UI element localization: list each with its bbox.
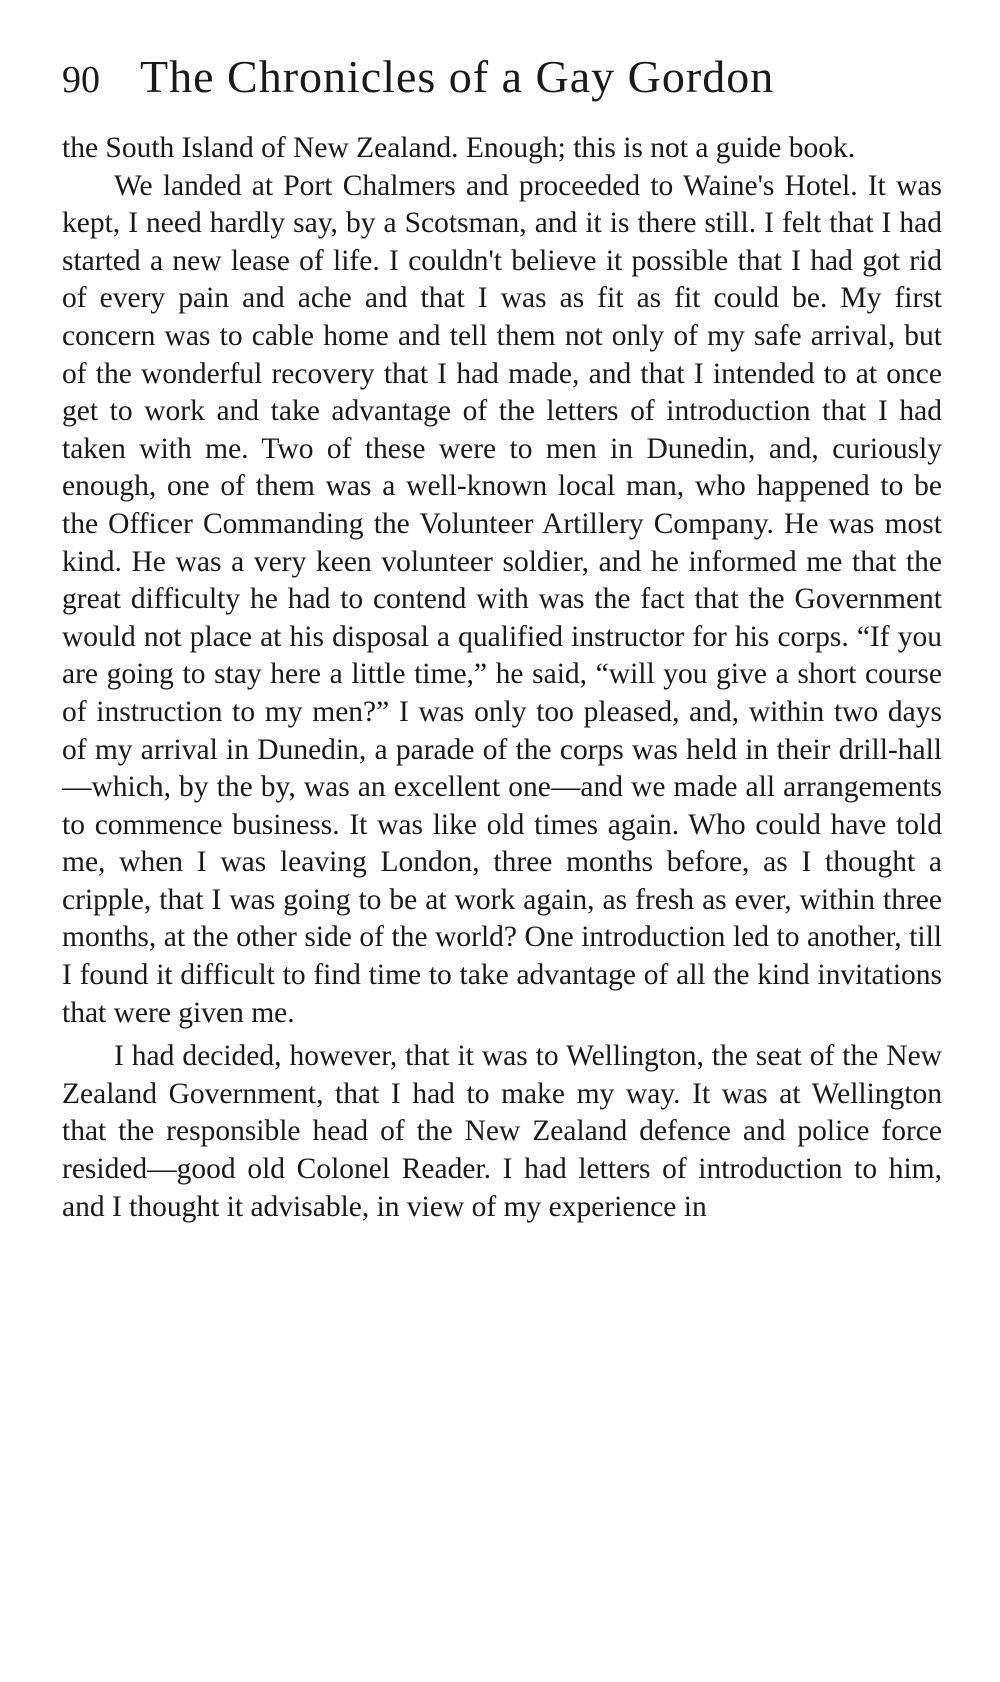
paragraph-wellington: I had decided, however, that it was to Wellington, the seat of the New Zealand Government, that I had to make my way. It was at Wellington that the responsible head of the New Zealand defence and police force resided—good old Colonel Reader. I had letters of introduction to him, and I thought it advisable, in view of my experience in (62, 1040, 942, 1223)
paragraph-continuation: the South Island of New Zealand. Enough; this is not a guide book. (62, 132, 856, 164)
running-title: The Chronicles of a Gay Gordon (140, 51, 775, 102)
running-head (62, 50, 942, 128)
page-number: 90 (62, 59, 100, 101)
paragraph-port-chalmers: We landed at Port Chalmers and proceeded to Waine's Hotel. It was kept, I need hardly say, by a Scotsman, and it is there still. I felt that I had started a new lease of life. I couldn't believe it possible that I had got rid of every pain and ache and that I was as fit as fit could be. My first concern was to cable home and tell them not only of my safe arrival, but of the wonderful recovery that I had made, and that I intended to at once get to work and take advantage of the letters of introduction that I had taken with me. Two of these were to men in Dunedin, and, curiously enough, one of them was a well-known local man, who happened to be the Officer Commanding the Volunteer Artillery Company. He was most kind. He was a very keen volunteer soldier, and he informed me that the great difficulty he had to contend with was the fact that the Government would not place at his disposal a qualified instructor for his corps. “If you are going to stay here a little time,” he said, “will you give a short course of instruction to my men?” I was only too pleased, and, within two days of my arrival in Dunedin, a parade of the corps was held in their drill-hall—which, by the by, was an excellent one—and we made all arrangements to commence business. It was like old times again. Who could have told me, when I was leaving London, three months before, as I thought a cripple, that I was going to be at work again, as fresh as ever, within three months, at the other side of the world? One introduction led to another, till I found it difficult to find time to take advantage of all the kind invitations that were given me. (62, 169, 942, 1029)
book-page (62, 50, 942, 1226)
body-text (62, 130, 942, 1226)
